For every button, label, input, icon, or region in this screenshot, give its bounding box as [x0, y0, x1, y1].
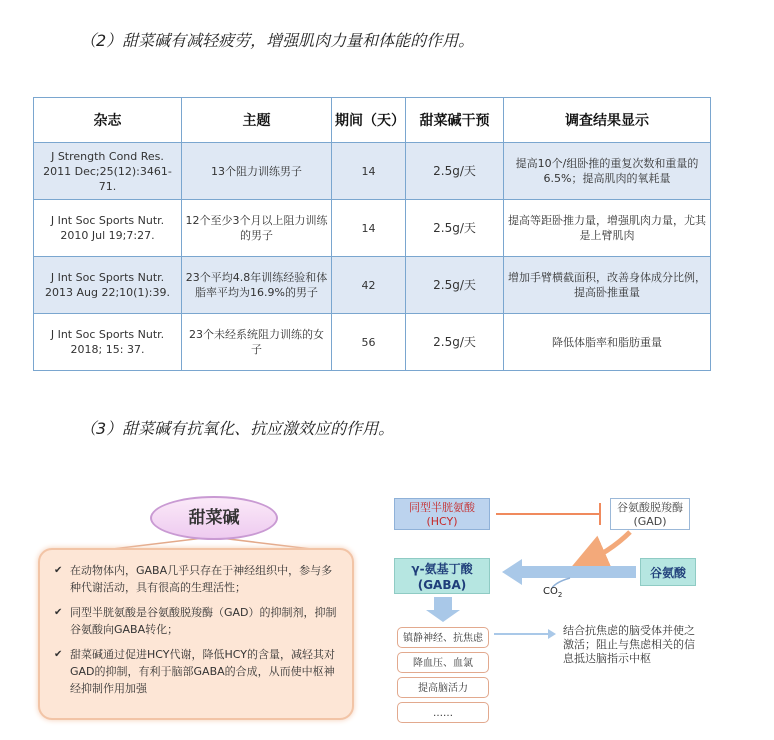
co2-subscript: 2 — [557, 591, 563, 599]
cell-subject: 23个平均4.8年训练经验和体脂率平均为16.9%的男子 — [182, 257, 332, 314]
header-journal: 杂志 — [34, 98, 182, 143]
cell-duration: 56 — [332, 314, 406, 371]
cell-subject: 23个未经系统阻力训练的女子 — [182, 314, 332, 371]
cell-intervention: 2.5g/天 — [406, 257, 504, 314]
cell-subject: 12个至少3个月以上阻力训练的男子 — [182, 200, 332, 257]
header-duration: 期间（天） — [332, 98, 406, 143]
effect-item: …… — [397, 702, 489, 723]
effect-item: 镇静神经、抗焦虑 — [397, 627, 489, 648]
cell-results: 增加手臂横截面积，改善身体成分比例，提高卧推重量 — [504, 257, 711, 314]
header-results: 调查结果显示 — [504, 98, 711, 143]
effect-item: 降血压、血氯 — [397, 652, 489, 673]
catalysis-arrow — [578, 532, 630, 566]
hcy-abbr: (HCY) — [426, 515, 458, 528]
conversion-arrow — [502, 559, 636, 585]
cell-journal: J Int Soc Sports Nutr. 2013 Aug 22;10(1):39. — [34, 257, 182, 314]
gaba-abbr: (GABA) — [417, 578, 467, 592]
gad-name: 谷氨酸脱羧酶 — [617, 501, 683, 514]
hcy-box — [394, 498, 490, 530]
cell-duration: 14 — [332, 200, 406, 257]
cell-journal: J Strength Cond Res. 2011 Dec;25(12):3461-71. — [34, 143, 182, 200]
checkmark-icon: ✔ — [54, 607, 63, 618]
cell-duration: 14 — [332, 143, 406, 200]
cell-subject: 13个阻力训练男子 — [182, 143, 332, 200]
cell-journal: J Int Soc Sports Nutr. 2010 Jul 19;7:27. — [34, 200, 182, 257]
co2-label — [543, 586, 562, 599]
cell-results: 提高等距卧推力量，增强肌肉力量，尤其是上臂肌肉 — [504, 200, 711, 257]
effect-note: 结合抗焦虑的脑受体并使之激活；阻止与焦虑相关的信息抵达脑指示中枢 — [563, 624, 695, 665]
gad-abbr: (GAD) — [633, 515, 667, 528]
gad-box — [610, 498, 690, 530]
hcy-name: 同型半胱氨酸 — [409, 501, 475, 514]
effect-arrow — [426, 597, 460, 622]
checkmark-icon: ✔ — [54, 649, 63, 660]
header-intervention: 甜菜碱干预 — [406, 98, 504, 143]
mechanism-point-text: 在动物体内，GABA几乎只存在于神经组织中，参与多种代谢活动，具有很高的生理活性； — [70, 564, 333, 594]
gaba-box — [394, 558, 490, 594]
co2-text: CO — [543, 586, 558, 597]
note-arrow-head — [548, 629, 556, 639]
cell-journal: J Int Soc Sports Nutr. 2018; 15: 37. — [34, 314, 182, 371]
betaine-title-bubble: 甜菜碱 — [150, 496, 278, 540]
mechanism-point-text: 甜菜碱通过促进HCY代谢，降低HCY的含量，减轻其对GAD的抑制，有利于脑部GABA的合成，从而使中枢神经抑制作用加强 — [70, 648, 335, 695]
cell-intervention: 2.5g/天 — [406, 314, 504, 371]
glutamate-box: 谷氨酸 — [640, 558, 696, 586]
mechanism-point-text: 同型半胱氨酸是谷氨酸脱羧酶（GAD）的抑制剂，抑制谷氨酸向GABA转化； — [70, 606, 337, 636]
header-subject: 主题 — [182, 98, 332, 143]
checkmark-icon: ✔ — [54, 565, 63, 576]
section-heading-oxidation: （3）甜菜碱有抗氧化、抗应激效应的作用。 — [80, 419, 395, 438]
cell-intervention: 2.5g/天 — [406, 200, 504, 257]
cell-intervention: 2.5g/天 — [406, 143, 504, 200]
cell-duration: 42 — [332, 257, 406, 314]
cell-results: 提高10个/组卧推的重复次数和重量的6.5%；提高肌肉的氧耗量 — [504, 143, 711, 200]
section-heading-fatigue: （2）甜菜碱有减轻疲劳，增强肌肉力量和体能的作用。 — [80, 31, 475, 50]
cell-results: 降低体脂率和脂肪重量 — [504, 314, 711, 371]
gaba-name: γ-氨基丁酸 — [411, 562, 473, 576]
effect-item: 提高脑活力 — [397, 677, 489, 698]
